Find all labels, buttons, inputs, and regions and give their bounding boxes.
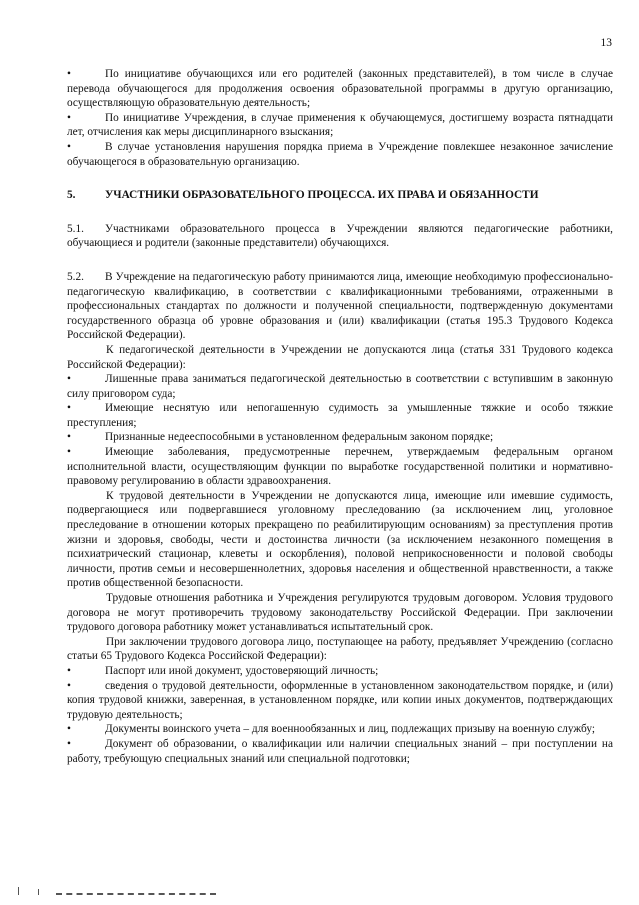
paragraph-contract: Трудовые отношения работника и Учреждения регулируются трудовым договором. Условия трудового договора не могут противоречить трудовому законодательству Российской Федерации. При заключении трудового договора работнику может устанавливаться испытательный срок. [67, 592, 613, 634]
list-item: • Лишенные права заниматься педагогической деятельностью в соответствии с вступившим в законную силу приговором суда; [67, 373, 613, 400]
scan-mark [18, 887, 19, 895]
list-item: • Паспорт или иной документ, удостоверяющий личность; [67, 664, 379, 677]
list-item: • Документ об образовании, о квалификации или наличии специальных знаний – при поступлении на работу, требующую специальных знаний или специальной подготовки; [67, 737, 613, 765]
bullet-icon: • [67, 140, 71, 153]
bullet-icon: • [67, 402, 71, 415]
paragraph-5-2: 5.2. В Учреждение на педагогическую работу принимаются лица, имеющие необходимую профессионально-педагогическую квалификацию, в соответствии с квалификационными требованиями, отраженными в профессиональных стандартах по должности и полученной специальности, подтвержденную документами государственного образца об уровне образования и (или) квалификации (статья 195.3 Трудового Кодекса Российской Федерации). [67, 270, 613, 342]
list-item: • По инициативе обучающихся или его родителей (законных представителей), в том числе в случае перевода обучающегося для продолжения освоения образовательной программы в другую организацию, осуществляющую образовательную деятельность; [67, 68, 613, 110]
section-number: 5. [67, 189, 76, 202]
list-item: • Документы воинского учета – для военнообязанных и лиц, подлежащих призыву на военную службу; [67, 723, 595, 736]
bullet-icon: • [67, 446, 71, 459]
list-item: • сведения о трудовой деятельности, оформленные в установленном законодательством порядке, и (или) копия трудовой книжки, заверенная, в установленном порядке, или копии иных документов, подтверждающих трудовую деятельность; [67, 679, 613, 721]
paragraph-labor: К трудовой деятельности в Учреждении не допускаются лица, имеющие или имевшие судимость, подвергающиеся или подвергавшиеся уголовному преследованию (за исключением лиц, уголовное преследование в отношении которых прекращено по реабилитирующим основаниям) за преступления против жизни и здоровья, свободы, чести и достоинства личности (за исключением незаконного помещения в психиатрический стационар, клеветы и оскорбления), половой неприкосновенности и половой свободы личности, против семьи и несовершеннолетних, здоровья населения и общественной нравственности, а также против общественной безопасности. [67, 489, 613, 590]
paragraph-not-allowed: К педагогической деятельности в Учреждении не допускаются лица (статья 331 Трудового кодекса Российской Федерации): [67, 343, 613, 371]
list-item: • По инициативе Учреждения, в случае применения к обучающемуся, достигшему возраста пятнадцати лет, отчисления как меры дисциплинарного взыскания; [67, 111, 613, 139]
bullet-icon: • [67, 111, 71, 124]
scan-dashed-line [56, 893, 216, 895]
bullet-icon: • [67, 373, 71, 386]
list-item: • В случае установления нарушения порядка приема в Учреждение повлекшее незаконное зачисление обучающегося в образовательную организацию. [67, 140, 613, 168]
page-content [67, 67, 613, 766]
section-heading [67, 188, 613, 203]
bullet-icon: • [67, 737, 71, 750]
page-number: 13 [600, 37, 612, 49]
section-title: УЧАСТНИКИ ОБРАЗОВАТЕЛЬНОГО ПРОЦЕССА. ИХ ПРАВА И ОБЯЗАННОСТИ [105, 189, 539, 202]
paragraph-5-1: 5.1. Участниками образовательного процесса в Учреждении являются педагогические работники, обучающиеся и родители (законные представители) обучающихся. [67, 222, 613, 250]
paragraph-number: 5.1. [67, 222, 84, 235]
paragraph-documents: При заключении трудового договора лицо, поступающее на работу, предъявляет Учреждению (согласно статьи 65 Трудового Кодекса Российской Федерации): [67, 635, 613, 663]
bullet-icon: • [67, 431, 71, 444]
list-item: • Признанные недееспособными в установленном федеральным законом порядке; [67, 431, 494, 444]
bullet-icon: • [67, 664, 71, 677]
scan-mark [38, 889, 39, 895]
list-item: • Имеющие неснятую или непогашенную судимость за умышленные тяжкие и особо тяжкие преступления; [67, 402, 613, 429]
list-item: • Имеющие заболевания, предусмотренные перечнем, утверждаемым федеральным органом исполнительной власти, осуществляющим функции по выработке государственной политики и нормативно-правовому регулированию в области здравоохранения. [67, 446, 613, 488]
bullet-icon: • [67, 679, 71, 692]
paragraph-number: 5.2. [67, 270, 84, 283]
bullet-icon: • [67, 723, 71, 736]
bullet-icon: • [67, 68, 71, 80]
